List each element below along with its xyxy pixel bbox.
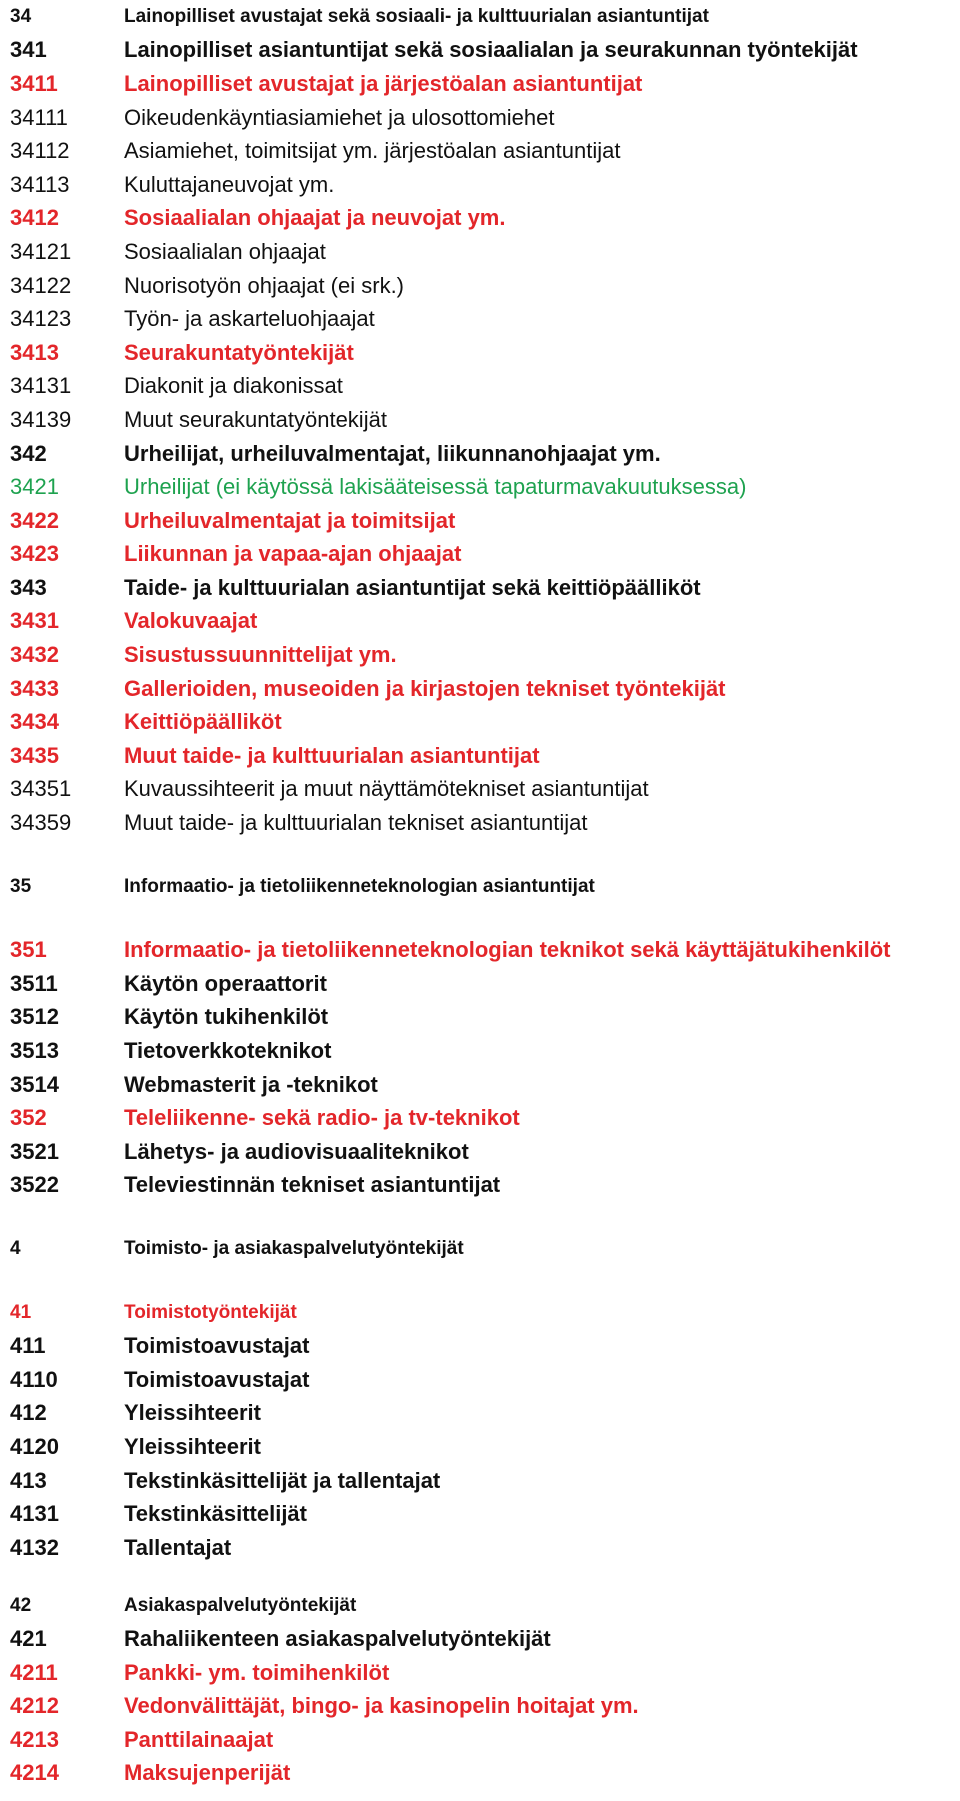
occupation-code: 3512: [10, 1004, 59, 1030]
list-item: [10, 0, 955, 34]
section-gap: [10, 903, 955, 933]
list-item: [10, 1001, 955, 1035]
list-item: [10, 773, 955, 807]
list-item: [10, 1464, 955, 1498]
occupation-code: 3411: [10, 70, 58, 96]
list-item: [10, 1329, 955, 1363]
occupation-title: Tietoverkkoteknikot: [124, 1038, 332, 1064]
list-item: [10, 638, 955, 672]
list-item: [10, 1169, 955, 1203]
list-item: [10, 168, 955, 202]
list-item: [10, 605, 955, 639]
occupation-title: Maksujenperijät: [124, 1760, 291, 1786]
occupation-code: 3433: [10, 675, 59, 701]
occupation-code: 342: [10, 440, 47, 466]
occupation-title: Lainopilliset avustajat sekä sosiaali- ja kulttuurialan asiantuntijat: [124, 6, 709, 28]
occupation-title: Panttilainaajat: [124, 1726, 274, 1752]
occupation-code: 4110: [10, 1366, 58, 1392]
occupation-title: Lainopilliset avustajat ja järjestöalan asiantuntijat: [124, 70, 643, 96]
occupation-title: Käytön operaattorit: [124, 970, 327, 996]
classification-list: [10, 0, 955, 1790]
list-item: [10, 1397, 955, 1431]
list-item: [10, 235, 955, 269]
occupation-code: 34112: [10, 138, 70, 164]
occupation-code: 3522: [10, 1172, 59, 1198]
section-gap: [10, 1565, 955, 1589]
occupation-title: Toimistotyöntekijät: [124, 1302, 297, 1324]
occupation-code: 3421: [10, 474, 59, 500]
occupation-title: Kuvaussihteerit ja muut näyttämötekniset asiantuntijat: [124, 776, 649, 802]
occupation-code: 413: [10, 1467, 47, 1493]
list-item: [10, 403, 955, 437]
occupation-title: Diakonit ja diakonissat: [124, 373, 343, 399]
list-item: [10, 1723, 955, 1757]
occupation-code: 4214: [10, 1760, 59, 1786]
occupation-code: 4213: [10, 1726, 59, 1752]
list-item: [10, 302, 955, 336]
list-item: [10, 67, 955, 101]
list-item: [10, 504, 955, 538]
occupation-title: Tekstinkäsittelijät: [124, 1501, 307, 1527]
list-item: [10, 538, 955, 572]
list-item: [10, 672, 955, 706]
occupation-title: Työn- ja askarteluohjaajat: [124, 306, 375, 332]
occupation-title: Yleissihteerit: [124, 1433, 261, 1459]
occupation-code: 3423: [10, 541, 59, 567]
occupation-title: Valokuvaajat: [124, 608, 258, 634]
occupation-title: Toimisto- ja asiakaspalvelutyöntekijät: [124, 1238, 464, 1260]
occupation-title: Sisustussuunnittelijat ym.: [124, 642, 397, 668]
occupation-title: Käytön tukihenkilöt: [124, 1004, 329, 1030]
occupation-title: Asiamiehet, toimitsijat ym. järjestöalan asiantuntijat: [124, 138, 621, 164]
list-item: [10, 101, 955, 135]
occupation-code: 3521: [10, 1138, 59, 1164]
occupation-title: Gallerioiden, museoiden ja kirjastojen tekniset työntekijät: [124, 675, 726, 701]
occupation-code: 34351: [10, 776, 72, 802]
list-item: [10, 269, 955, 303]
occupation-code: 4211: [10, 1659, 58, 1685]
occupation-code: 34: [10, 6, 32, 28]
section-gap: [10, 840, 955, 870]
occupation-code: 3514: [10, 1071, 59, 1097]
list-item: [10, 336, 955, 370]
occupation-code: 4: [10, 1238, 21, 1260]
occupation-title: Informaatio- ja tietoliikenneteknologian teknikot sekä käyttäjätukihenkilöt: [124, 937, 891, 963]
list-item: [10, 1531, 955, 1565]
list-item: [10, 1232, 955, 1266]
occupation-title: Pankki- ym. toimihenkilöt: [124, 1659, 390, 1685]
occupation-code: 343: [10, 574, 47, 600]
occupation-title: Lähetys- ja audiovisuaaliteknikot: [124, 1138, 469, 1164]
occupation-code: 42: [10, 1594, 32, 1616]
occupation-code: 412: [10, 1400, 47, 1426]
occupation-title: Televiestinnän tekniset asiantuntijat: [124, 1172, 501, 1198]
list-item: [10, 1101, 955, 1135]
occupation-title: Teleliikenne- sekä radio- ja tv-teknikot: [124, 1105, 520, 1131]
list-item: [10, 1689, 955, 1723]
list-item: [10, 933, 955, 967]
list-item: [10, 870, 955, 904]
occupation-code: 3431: [10, 608, 59, 634]
occupation-title: Rahaliikenteen asiakaspalvelutyöntekijät: [124, 1625, 551, 1651]
occupation-code: 35: [10, 876, 32, 898]
list-item: [10, 1622, 955, 1656]
list-item: [10, 1497, 955, 1531]
occupation-code: 341: [10, 37, 47, 63]
occupation-title: Toimistoavustajat: [124, 1333, 310, 1359]
list-item: [10, 437, 955, 471]
section-gap: [10, 1266, 955, 1296]
occupation-code: 34113: [10, 171, 70, 197]
occupation-code: 3513: [10, 1038, 59, 1064]
occupation-title: Urheilijat, urheiluvalmentajat, liikunnanohjaajat ym.: [124, 440, 661, 466]
occupation-title: Nuorisotyön ohjaajat (ei srk.): [124, 272, 405, 298]
occupation-title: Keittiöpäälliköt: [124, 709, 282, 735]
occupation-code: 352: [10, 1105, 47, 1131]
list-item: [10, 134, 955, 168]
occupation-code: 41: [10, 1302, 32, 1324]
occupation-code: 4132: [10, 1534, 59, 1560]
occupation-code: 34359: [10, 810, 72, 836]
occupation-code: 34139: [10, 406, 72, 432]
occupation-code: 3412: [10, 205, 59, 231]
occupation-title: Asiakaspalvelutyöntekijät: [124, 1594, 357, 1616]
list-item: [10, 705, 955, 739]
occupation-code: 351: [10, 937, 47, 963]
occupation-title: Informaatio- ja tietoliikenneteknologian asiantuntijat: [124, 876, 595, 898]
occupation-code: 4120: [10, 1433, 59, 1459]
occupation-title: Taide- ja kulttuurialan asiantuntijat sekä keittiöpäälliköt: [124, 574, 701, 600]
occupation-title: Sosiaalialan ohjaajat ja neuvojat ym.: [124, 205, 506, 231]
section-gap: [10, 1202, 955, 1232]
list-item: [10, 34, 955, 68]
occupation-title: Lainopilliset asiantuntijat sekä sosiaalialan ja seurakunnan työntekijät: [124, 37, 858, 63]
occupation-code: 34122: [10, 272, 72, 298]
occupation-title: Kuluttajaneuvojat ym.: [124, 171, 335, 197]
occupation-title: Liikunnan ja vapaa-ajan ohjaajat: [124, 541, 462, 567]
occupation-title: Toimistoavustajat: [124, 1366, 310, 1392]
occupation-code: 34131: [10, 373, 72, 399]
occupation-title: Tekstinkäsittelijät ja tallentajat: [124, 1467, 441, 1493]
list-item: [10, 1296, 955, 1330]
occupation-code: 34123: [10, 306, 72, 332]
list-item: [10, 739, 955, 773]
list-item: [10, 370, 955, 404]
occupation-title: Yleissihteerit: [124, 1400, 261, 1426]
occupation-title: Oikeudenkäyntiasiamiehet ja ulosottomiehet: [124, 104, 555, 130]
occupation-title: Seurakuntatyöntekijät: [124, 339, 354, 365]
occupation-title: Muut taide- ja kulttuurialan asiantuntijat: [124, 742, 540, 768]
occupation-title: Urheilijat (ei käytössä lakisääteisessä tapaturmavakuutuksessa): [124, 474, 747, 500]
list-item: [10, 1656, 955, 1690]
list-item: [10, 1757, 955, 1791]
occupation-title: Muut seurakuntatyöntekijät: [124, 406, 387, 432]
occupation-code: 3422: [10, 507, 59, 533]
occupation-title: Urheiluvalmentajat ja toimitsijat: [124, 507, 456, 533]
list-item: [10, 806, 955, 840]
occupation-code: 421: [10, 1625, 47, 1651]
occupation-code: 4131: [10, 1501, 59, 1527]
occupation-code: 411: [10, 1333, 46, 1359]
occupation-code: 3435: [10, 742, 59, 768]
occupation-code: 3434: [10, 709, 59, 735]
list-item: [10, 967, 955, 1001]
occupation-title: Webmasterit ja -teknikot: [124, 1071, 378, 1097]
list-item: [10, 470, 955, 504]
occupation-code: 3413: [10, 339, 59, 365]
occupation-title: Tallentajat: [124, 1534, 232, 1560]
occupation-title: Vedonvälittäjät, bingo- ja kasinopelin hoitajat ym.: [124, 1693, 639, 1719]
list-item: [10, 1430, 955, 1464]
list-item: [10, 1068, 955, 1102]
list-item: [10, 1135, 955, 1169]
occupation-title: Sosiaalialan ohjaajat: [124, 238, 326, 264]
occupation-code: 3511: [10, 970, 58, 996]
list-item: [10, 1363, 955, 1397]
list-item: [10, 202, 955, 236]
list-item: [10, 1589, 955, 1623]
list-item: [10, 571, 955, 605]
occupation-code: 34111: [10, 104, 68, 130]
occupation-code: 3432: [10, 642, 59, 668]
occupation-title: Muut taide- ja kulttuurialan tekniset asiantuntijat: [124, 810, 588, 836]
occupation-code: 34121: [10, 238, 72, 264]
list-item: [10, 1034, 955, 1068]
occupation-code: 4212: [10, 1693, 59, 1719]
